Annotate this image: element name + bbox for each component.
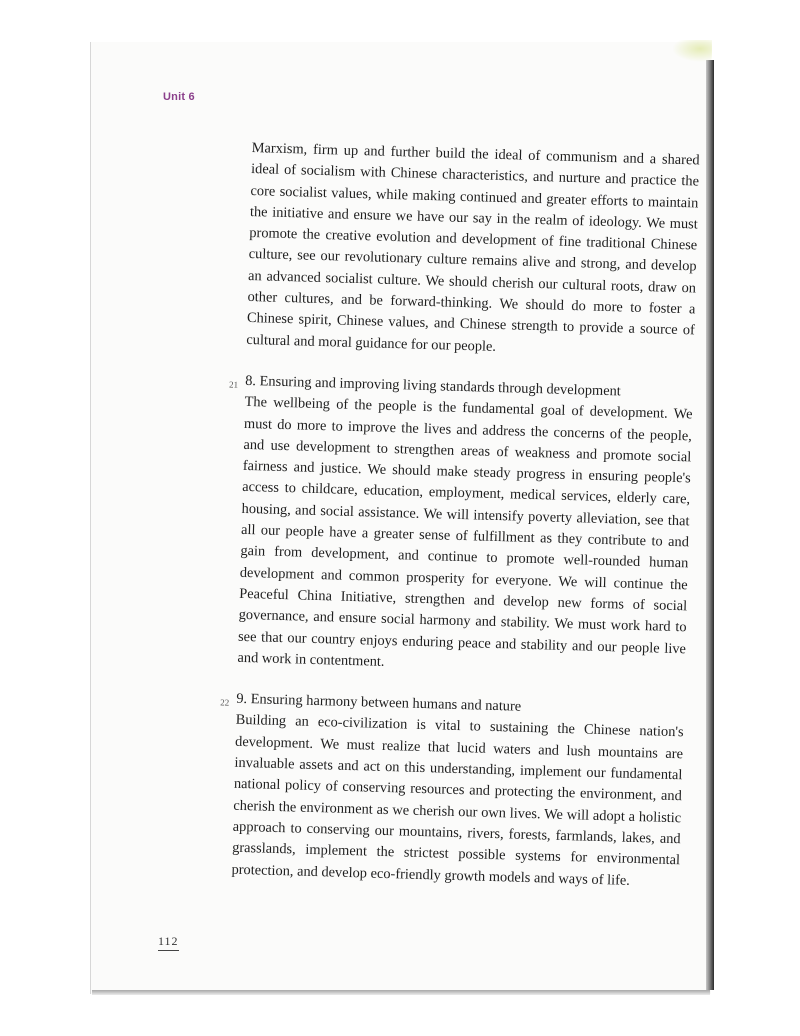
section-living-standards: [228, 371, 693, 682]
page-number: 112: [158, 934, 179, 951]
intro-paragraph: Marxism, firm up and further build the ideal of communism and a shared ideal of socialism with Chinese characteristics, and nurture and practice the core socialist values, while making continued and greater efforts to maintain the initiative and ensure we have our say in the realm of ideology. We must promote the creative evolution and development of fine traditional Chinese culture, see our revolutionary culture remains alive and strong, and develop an advanced socialist culture. We should cherish our cultural roots, draw on other cultures, and be forward-thinking. We should do more to foster a Chinese spirit, Chinese values, and Chinese strength to provide a source of cultural and moral guidance for our people.: [246, 139, 700, 355]
section-humans-nature: [220, 689, 684, 893]
section-heading: 8. Ensuring and improving living standards through development: [244, 372, 621, 400]
unit-label: Unit 6: [163, 91, 195, 103]
line-number: 22: [220, 697, 230, 708]
section-heading: 9. Ensuring harmony between humans and nature: [236, 690, 522, 715]
section-body: Building an eco-civilization is vital to sustaining the Chinese nation's development. We must realize that lucid waters and lush mountains are invaluable assets and act on this understanding, implement our fundamental national policy of conserving resources and protecting the environment, and cherish the environment as we cherish our own lives. We will adopt a holistic approach to conserving our mountains, rivers, forests, farmlands, lakes, and grasslands, implement the strictest possible systems for environmental protection, and develop eco-friendly growth models and ways of life.: [231, 712, 684, 889]
section-body: The wellbeing of the people is the fundamental goal of development. We must do more to improve the lives and address the concerns of the people, and use development to strengthen areas of weakness and promote social fairness and justice. We should make steady progress in ensuring people's access to childcare, education, employment, medical services, elderly care, housing, and social assistance. We will intensify poverty alleviation, see that all our people have a greater sense of fulfillment as they contribute to and gain from development, and continue to promote well-rounded human development and common prosperity for everyone. We will continue the Peaceful China Initiative, strengthen and develop new forms of social governance, and ensure social harmony and stability. We must work hard to see that our country enjoys enduring peace and stability and our people live and work in contentment.: [237, 394, 693, 670]
line-number: 21: [228, 379, 239, 390]
main-text-column: [220, 138, 700, 893]
page-bottom-edge: [92, 990, 710, 995]
corner-stain: [672, 40, 712, 62]
page-spine-shadow: [706, 60, 714, 990]
